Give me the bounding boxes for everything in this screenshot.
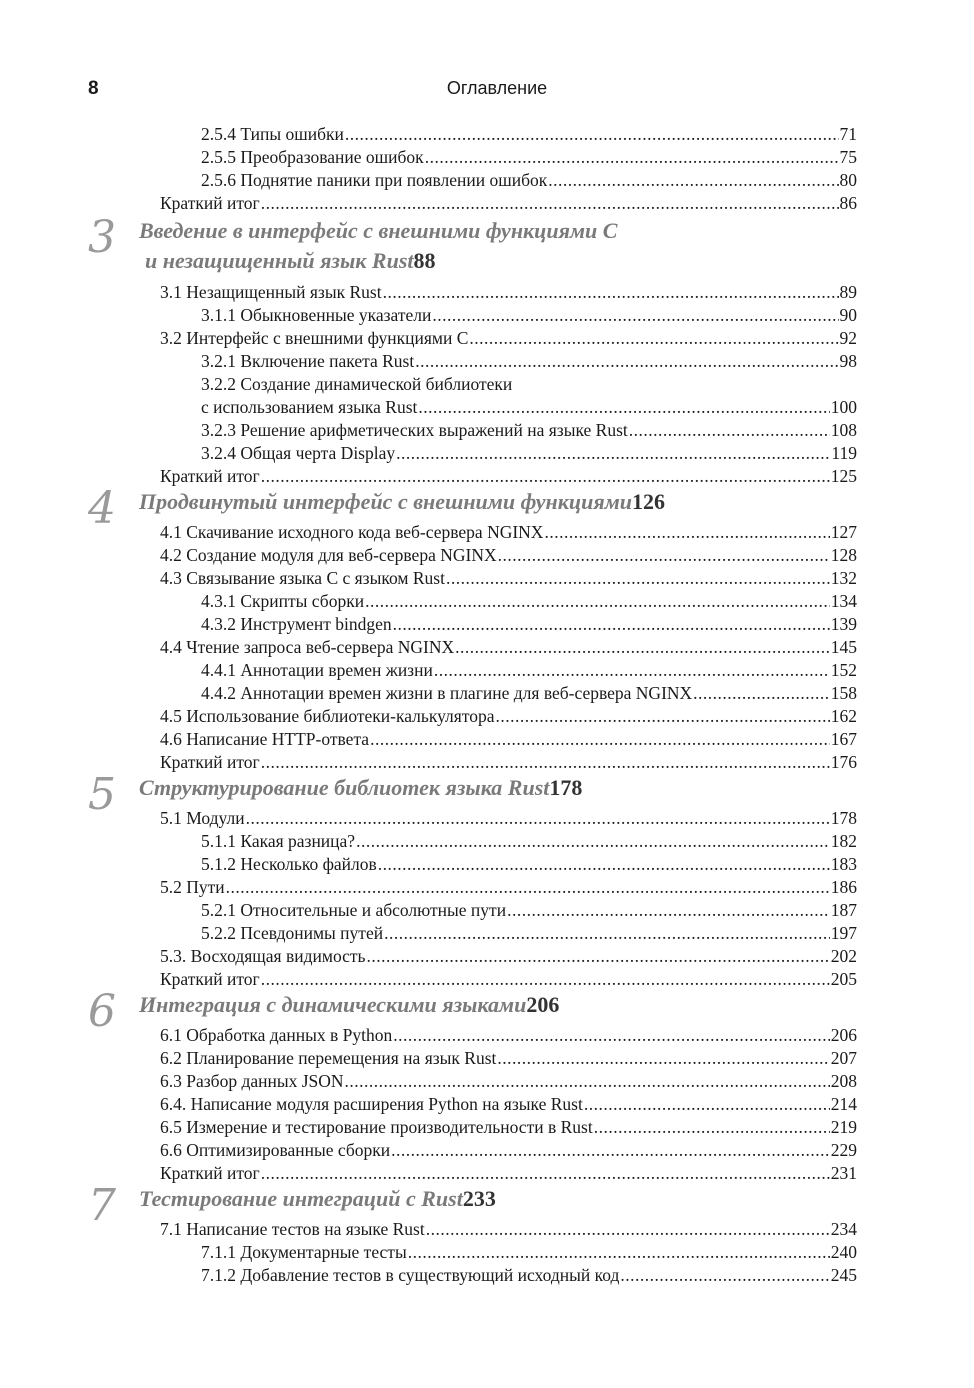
chapter-page: 126 (632, 489, 666, 514)
toc-entry[interactable] (160, 192, 857, 214)
toc-entry-title: 4.2 Создание модуля для веб-сервера NGINX (160, 545, 497, 565)
toc-entry[interactable] (160, 327, 857, 349)
toc-entry[interactable] (160, 544, 857, 566)
chapter-title[interactable]: Введение в интерфейс с внешними функциями C (139, 218, 618, 243)
toc-entry[interactable] (201, 613, 857, 635)
toc-entry[interactable] (201, 146, 857, 168)
toc-entry[interactable] (201, 1241, 857, 1263)
toc-entry-page: 92 (839, 328, 857, 348)
toc-entry-title: 4.3.1 Скрипты сборки (201, 591, 365, 611)
toc-entry-title: 5.2 Пути (160, 877, 225, 897)
toc-entry-page: 219 (830, 1117, 857, 1137)
toc-entry-title: Краткий итог (160, 969, 260, 989)
toc-entry-page: 207 (830, 1048, 857, 1068)
toc-entry-page: 71 (839, 124, 857, 144)
toc-entry-title: 4.5 Использование библиотеки-калькулятора (160, 706, 495, 726)
toc-entry[interactable] (160, 281, 857, 303)
toc-entry[interactable] (201, 396, 857, 418)
toc-entry[interactable] (160, 465, 857, 487)
toc-entry-page: 245 (830, 1265, 857, 1285)
toc-entry-page: 145 (830, 637, 857, 657)
toc-entry[interactable] (160, 876, 857, 898)
toc-entry-title: 5.3. Восходящая видимость (160, 946, 366, 966)
toc-entry[interactable] (201, 419, 857, 441)
toc-entry[interactable] (160, 1024, 857, 1046)
toc-entry-page: 132 (830, 568, 857, 588)
toc-entry-page: 178 (830, 808, 857, 828)
toc-entry[interactable] (160, 636, 857, 658)
chapter-page: 233 (462, 1186, 496, 1211)
toc-entry[interactable] (201, 304, 857, 326)
toc-entry-page: 108 (830, 420, 857, 440)
toc-entry-page: 80 (839, 170, 857, 190)
chapter-number: 4 (88, 483, 116, 534)
toc-entry-title[interactable]: 3.2.2 Создание динамической библиотеки (201, 374, 513, 394)
toc-entry-title: 3.1.1 Обыкновенные указатели (201, 305, 432, 325)
toc-entry[interactable] (160, 945, 857, 967)
toc-entry-page: 90 (839, 305, 857, 325)
toc-entry-title: 5.2.2 Псевдонимы путей (201, 923, 384, 943)
toc-entry-page: 231 (830, 1163, 857, 1183)
toc-entry-title: 4.3.2 Инструмент bindgen (201, 614, 392, 634)
toc-entry-page: 127 (830, 522, 857, 542)
toc-entry-title: 5.2.1 Относительные и абсолютные пути (201, 900, 507, 920)
chapter-title: Структурирование библиотек языка Rust (139, 775, 550, 800)
toc-entry[interactable] (160, 1047, 857, 1069)
toc-entry[interactable] (160, 728, 857, 750)
chapter-number: 5 (88, 769, 116, 820)
toc-entry-page: 98 (839, 351, 857, 371)
chapter-title: и незащищенный язык Rust (145, 248, 414, 273)
toc-entry-title: 6.1 Обработка данных в Python (160, 1025, 393, 1045)
toc-entry-page: 125 (830, 466, 857, 486)
toc-entry[interactable] (201, 682, 857, 704)
toc-entry-page: 139 (830, 614, 857, 634)
toc-entry[interactable] (160, 807, 857, 829)
chapter-page: 206 (526, 992, 560, 1017)
chapter-entry[interactable] (139, 991, 857, 1019)
toc-entry-title: 2.5.6 Поднятие паники при появлении ошибок (201, 170, 548, 190)
toc-entry[interactable] (160, 751, 857, 773)
toc-entry-title: 4.4.2 Аннотации времен жизни в плагине для веб-сервера NGINX (201, 683, 693, 703)
toc-entry[interactable] (160, 1139, 857, 1161)
toc-entry[interactable] (201, 899, 857, 921)
toc-entry-page: 89 (839, 282, 857, 302)
toc-entry-title: 4.4.1 Аннотации времен жизни (201, 660, 433, 680)
toc-entry-title: 5.1.1 Какая разница? (201, 831, 356, 851)
chapter-title: Продвинутый интерфейс с внешними функциями (139, 489, 633, 514)
toc-entry[interactable] (160, 968, 857, 990)
toc-entry-title: 4.6 Написание HTTP-ответа (160, 729, 370, 749)
toc-entry-page: 182 (830, 831, 857, 851)
toc-entry-page: 134 (830, 591, 857, 611)
toc-entry-title: 3.2.4 Общая черта Display (201, 443, 396, 463)
toc-entry-title: 3.2 Интерфейс с внешними функциями C (160, 328, 469, 348)
toc-entry-title: 7.1 Написание тестов на языке Rust (160, 1219, 425, 1239)
toc-entry-title: 7.1.1 Документарные тесты (201, 1242, 407, 1262)
chapter-title: Интеграция с динамическими языками (139, 992, 527, 1017)
toc-entry-page: 75 (839, 147, 857, 167)
page-number: 8 (88, 78, 99, 99)
toc-entry-page: 86 (839, 193, 857, 213)
toc-entry-title: 4.4 Чтение запроса веб-сервера NGINX (160, 637, 455, 657)
toc-entry[interactable] (160, 521, 857, 543)
chapter-number: 7 (88, 1180, 116, 1231)
toc-entry[interactable] (201, 590, 857, 612)
chapter-number: 6 (88, 986, 116, 1037)
toc-entry-page: 158 (830, 683, 857, 703)
toc-entry-title: с использованием языка Rust (201, 397, 418, 417)
toc-entry-title: Краткий итог (160, 466, 260, 486)
toc-entry-page: 206 (830, 1025, 857, 1045)
toc-entry-page: 100 (830, 397, 857, 417)
toc-entry-page: 162 (830, 706, 857, 726)
toc-entry-page: 214 (830, 1094, 857, 1114)
toc-entry-page: 187 (830, 900, 857, 920)
toc-entry[interactable] (160, 1218, 857, 1240)
toc-entry-page: 205 (830, 969, 857, 989)
toc-entry-title: 6.2 Планирование перемещения на язык Rust (160, 1048, 497, 1068)
toc-entry-page: 197 (830, 923, 857, 943)
toc-entry[interactable] (160, 705, 857, 727)
toc-entry-title: 3.2.1 Включение пакета Rust (201, 351, 415, 371)
chapter-entry[interactable] (139, 488, 857, 516)
toc-entry[interactable] (201, 350, 857, 372)
chapter-title: Тестирование интеграций с Rust (139, 1186, 463, 1211)
toc-entry[interactable] (201, 659, 857, 681)
toc-entry[interactable] (201, 1264, 857, 1286)
running-header: Оглавление (446, 78, 548, 98)
toc-entry-page: 167 (830, 729, 857, 749)
toc-entry[interactable] (201, 442, 857, 464)
toc-entry-page: 186 (830, 877, 857, 897)
toc-entry[interactable] (160, 1116, 857, 1138)
toc-entry[interactable] (201, 853, 857, 875)
toc-entry-page: 119 (831, 443, 857, 463)
chapter-entry[interactable] (139, 1185, 857, 1213)
toc-entry[interactable] (160, 567, 857, 589)
toc-entry-title: 6.5 Измерение и тестирование производительности в Rust (160, 1117, 593, 1137)
toc-entry-page: 128 (830, 545, 857, 565)
toc-entry-title: 7.1.2 Добавление тестов в существующий исходный код (201, 1265, 620, 1285)
toc-entry-title: Краткий итог (160, 1163, 260, 1183)
toc-entry[interactable] (160, 1162, 857, 1184)
toc-entry-title: 4.3 Связывание языка C с языком Rust (160, 568, 445, 588)
toc-entry-title: Краткий итог (160, 193, 260, 213)
toc-entry-page: 208 (830, 1071, 857, 1091)
toc-entry-title: Краткий итог (160, 752, 260, 772)
toc-entry-title: 3.1 Незащищенный язык Rust (160, 282, 382, 302)
chapter-entry[interactable] (145, 247, 857, 275)
toc-entry[interactable] (201, 922, 857, 944)
toc-entry-title: 5.1.2 Несколько файлов (201, 854, 377, 874)
toc-entry-page: 202 (830, 946, 857, 966)
toc-entry[interactable] (201, 830, 857, 852)
toc-entry-page: 152 (830, 660, 857, 680)
toc-entry-title: 4.1 Скачивание исходного кода веб-сервера NGINX (160, 522, 544, 542)
toc-entry-page: 234 (830, 1219, 857, 1239)
chapter-number: 3 (88, 212, 116, 263)
toc-entry-page: 176 (830, 752, 857, 772)
chapter-page: 88 (413, 248, 436, 273)
toc-entry-title: 2.5.4 Типы ошибки (201, 124, 344, 144)
toc-entry-title: 5.1 Модули (160, 808, 245, 828)
toc-entry[interactable] (160, 1093, 857, 1115)
toc-entry-title: 6.6 Оптимизированные сборки (160, 1140, 391, 1160)
toc-entry-title: 6.4. Написание модуля расширения Python на языке Rust (160, 1094, 583, 1114)
chapter-entry[interactable] (139, 774, 857, 802)
toc-entry-title: 3.2.3 Решение арифметических выражений на языке Rust (201, 420, 628, 440)
toc-entry[interactable] (201, 169, 857, 191)
chapter-page: 178 (549, 775, 583, 800)
toc-entry[interactable] (160, 1070, 857, 1092)
toc-entry[interactable] (201, 123, 857, 145)
toc-entry-page: 183 (830, 854, 857, 874)
toc-entry-page: 240 (830, 1242, 857, 1262)
toc-entry-title: 2.5.5 Преобразование ошибок (201, 147, 424, 167)
toc-entry-title: 6.3 Разбор данных JSON (160, 1071, 344, 1091)
toc-entry-page: 229 (830, 1140, 857, 1160)
